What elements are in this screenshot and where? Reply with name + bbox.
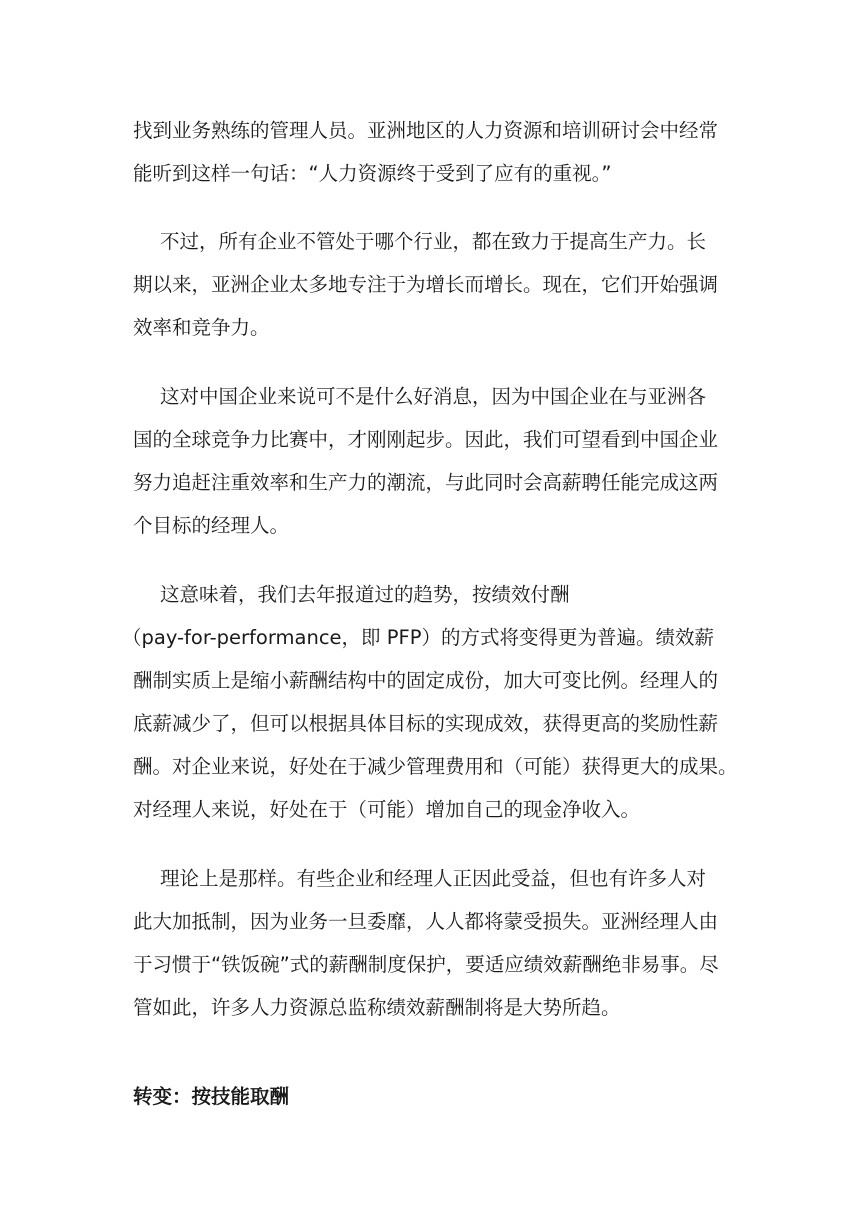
- text-line: 此大加抵制，因为业务一旦委靡，人人都将蒙受损失。亚洲经理人由: [133, 910, 719, 933]
- text-line: 个目标的经理人。: [133, 514, 290, 537]
- text-line: 管如此，许多人力资源总监称绩效薪酬制将是大势所趋。: [133, 996, 621, 1019]
- text-line: 找到业务熟练的管理人员。亚洲地区的人力资源和培训研讨会中经常: [133, 119, 719, 142]
- text-line: 底薪减少了，但可以根据具体目标的实现成效，获得更高的奖励性薪: [133, 712, 719, 735]
- text-line: （pay-for-performance，即 PFP）的方式将变得更为普遍。绩效薪: [122, 626, 714, 649]
- text-line: 效率和竞争力。: [133, 316, 270, 339]
- text-line: 于习惯于“铁饭碗”式的薪酬制度保护，要适应绩效薪酬绝非易事。尽: [133, 953, 719, 976]
- text-line: 这对中国企业来说可不是什么好消息，因为中国企业在与亚洲各: [160, 385, 707, 408]
- text-line: 酬制实质上是缩小薪酬结构中的固定成份，加大可变比例。经理人的: [133, 669, 719, 692]
- text-line: 期以来，亚洲企业太多地专注于为增长而增长。现在，它们开始强调: [133, 273, 719, 296]
- text-line: 不过，所有企业不管处于哪个行业，都在致力于提高生产力。长: [160, 230, 707, 253]
- text-line: 能听到这样一句话：“人力资源终于受到了应有的重视。”: [133, 162, 612, 185]
- text-line: 这意味着，我们去年报道过的趋势，按绩效付酬: [160, 583, 570, 606]
- section-heading: 转变：按技能取酬: [133, 1085, 290, 1108]
- text-line: 理论上是那样。有些企业和经理人正因此受益，但也有许多人对: [160, 867, 707, 890]
- text-line: 国的全球竞争力比赛中，才刚刚起步。因此，我们可望看到中国企业: [133, 428, 719, 451]
- text-line: 对经理人来说，好处在于（可能）增加自己的现金净收入。: [133, 798, 641, 821]
- text-line: 努力追赶注重效率和生产力的潮流，与此同时会高薪聘任能完成这两: [133, 471, 719, 494]
- text-line: 酬。对企业来说，好处在于减少管理费用和（可能）获得更大的成果。: [133, 755, 738, 778]
